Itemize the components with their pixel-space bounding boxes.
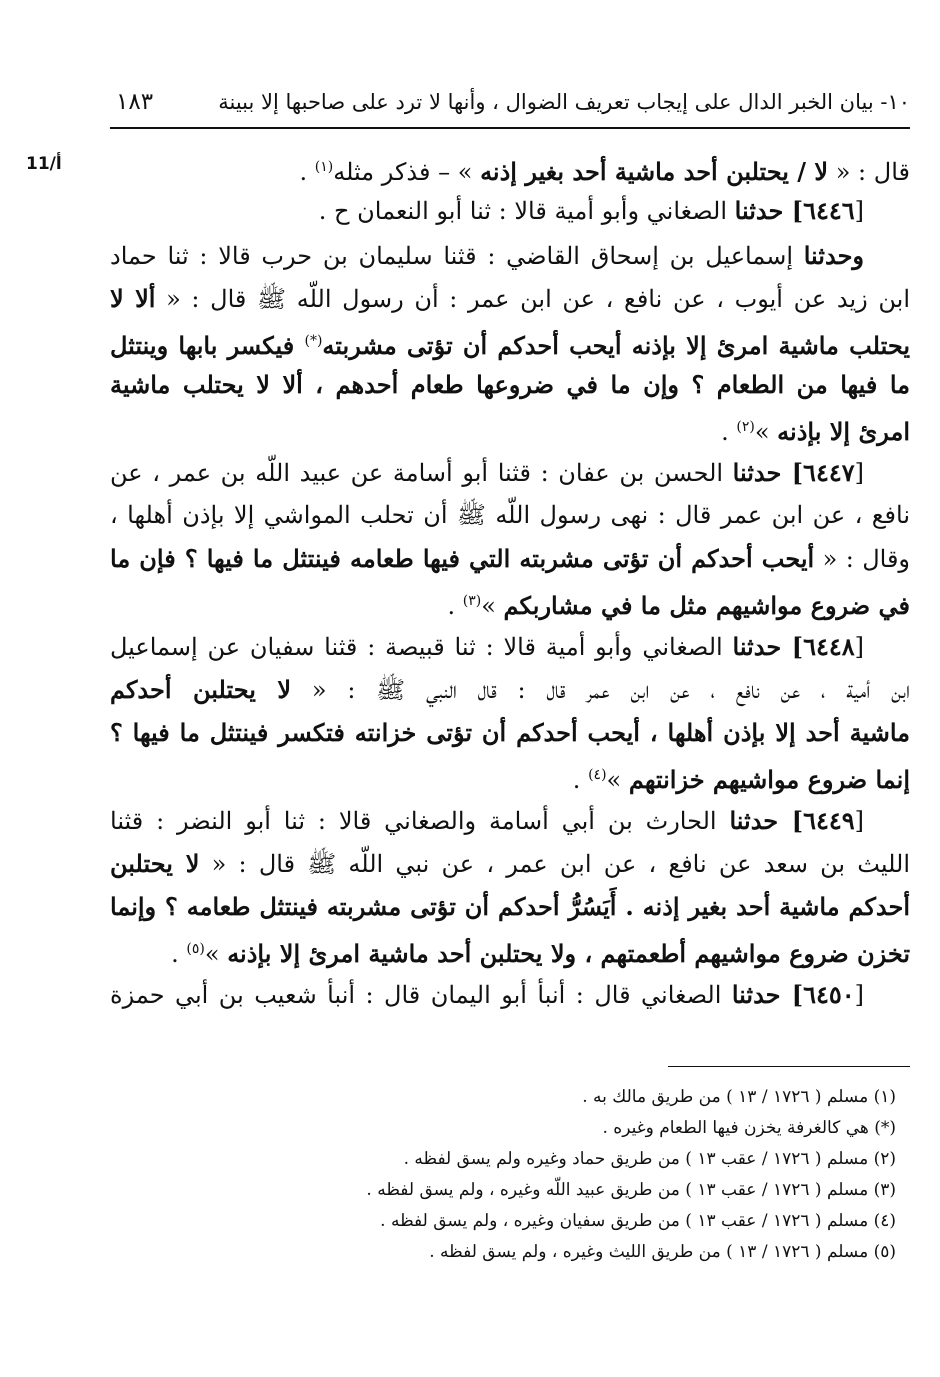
footnote: (*) هي كالغرفة يخزن فيها الطعام وغيره . <box>602 1118 896 1138</box>
footnote: (٣) مسلم ( ١٧٢٦ / عقب ١٣ ) من طريق عبيد اللّه وغيره ، ولم يسق لفظه . <box>366 1180 896 1200</box>
hadith-number-line: [٦٤٤٦] حدثنا الصغاني وأبو أمية قالا : ثنا أبو النعمان ح . <box>318 196 864 225</box>
text-line: وحدثنا إسماعيل بن إسحاق القاضي : قثنا سليمان بن حرب قالا : ثنا حماد <box>110 241 864 270</box>
text-line: الليث بن سعد عن نافع ، عن ابن عمر ، عن نبي اللّه ﷺ قال : « لا يحتلبن <box>110 849 910 878</box>
header-rule <box>110 127 910 129</box>
text-line: ماشية أحد إلا بإذن أهلها ، أيحب أحدكم أن تؤتى خزانته فتكسر فينتثل ما فيها ؟ <box>110 718 910 747</box>
footnote: (٥) مسلم ( ١٧٢٦ / ١٣ ) من طريق الليث وغيره ، ولم يسق لفظه . <box>429 1242 896 1262</box>
page-number: ١٨٣ <box>116 89 154 115</box>
footnotes <box>110 1082 910 1268</box>
text-line: إنما ضروع مواشيهم خزانتهم »$^{(٤)}$ . <box>572 765 910 794</box>
text-line: في ضروع مواشيهم مثل ما في مشاربكم »$^{(٣)}$ . <box>447 591 910 620</box>
hadith-number-line: [٦٤٥٠] حدثنا الصغاني قال : أنبأ أبو اليمان قال : أنبأ شعيب بن أبي حمزة <box>110 980 864 1009</box>
footnote-ref: (٥) <box>186 941 205 957</box>
text-line: امرئ إلا بإذنه »$^{(٢)}$ . <box>721 417 910 446</box>
hadith-number-line: [٦٤٤٨] حدثنا الصغاني وأبو أمية قالا : ثنا قبيصة : قثنا سفيان عن إسماعيل <box>110 632 864 661</box>
main-text <box>110 146 910 1016</box>
text-line: وقال : « أيحب أحدكم أن تؤتى مشربته التي فيها طعامه فينتثل ما فيها ؟ فإن ما <box>110 544 910 573</box>
text-line: ابن أمية ، عن نافع ، عن ابن عمر قال : قال النبي ﷺ : « لا يحتلبن أحدكم <box>110 675 910 704</box>
text-line: تخزن ضروع مواشيهم أطعمتهم ، ولا يحتلبن أحد ماشية امرئ إلا بإذنه »$^{(٥)}$ . <box>171 939 910 968</box>
footnote-ref: (٣) <box>462 593 482 609</box>
hadith-number-line: [٦٤٤٧] حدثنا الحسن بن عفان : قثنا أبو أسامة عن عبيد اللّه بن عمر ، عن <box>110 458 864 487</box>
header-title: ١٠- بيان الخبر الدال على إيجاب تعريف الضوال ، وأنها لا ترد على صاحبها إلا ببينة <box>218 90 910 114</box>
text-line: نافع ، عن ابن عمر قال : نهى رسول اللّه ﷺ أن تحلب المواشي إلا بإذن أهلها ، <box>110 501 910 529</box>
footnote-separator <box>668 1066 910 1067</box>
footnote: (٢) مسلم ( ١٧٢٦ / عقب ١٣ ) من طريق حماد وغيره ولم يسق لفظه . <box>403 1149 896 1169</box>
footnote: (١) مسلم ( ١٧٢٦ / ١٣ ) من طريق مالك به . <box>582 1087 896 1107</box>
running-header <box>110 82 910 122</box>
footnote: (٤) مسلم ( ١٧٢٦ / عقب ١٣ ) من طريق سفيان وغيره ، ولم يسق لفظه . <box>380 1211 896 1231</box>
footnote-ref: (٤) <box>588 767 607 783</box>
footnote-ref: (١) <box>314 159 334 175</box>
text-line: يحتلب ماشية امرئ إلا بإذنه أيحب أحدكم أن تؤتى مشربته(*) فيكسر بابها وينتثل <box>110 331 910 360</box>
text-line: قال : « لا / يحتلبن أحد ماشية أحد بغير إذنه » – فذكر مثله$^{(١)}$ . <box>299 157 910 186</box>
text-line: أحدكم ماشية أحد بغير إذنه . أَيَسُرُّ أحدكم أن تؤتى مشربته فينتثل طعامه ؟ وإنما <box>110 892 910 921</box>
footnote-ref: (*) <box>304 333 323 349</box>
footnote-ref: (٢) <box>736 419 755 435</box>
hadith-number-line: [٦٤٤٩] حدثنا الحارث بن أبي أسامة والصغاني قالا : ثنا أبو النضر : قثنا <box>110 806 864 835</box>
text-line: ابن زيد عن أيوب ، عن نافع ، عن ابن عمر : أن رسول اللّه ﷺ قال : « ألا لا <box>110 284 910 313</box>
text-line: ما فيها من الطعام ؟ وإن ما في ضروعها طعام أحدهم ، ألا لا يحتلب ماشية <box>110 370 910 399</box>
manuscript-folio-note: أ/11 <box>26 154 62 174</box>
